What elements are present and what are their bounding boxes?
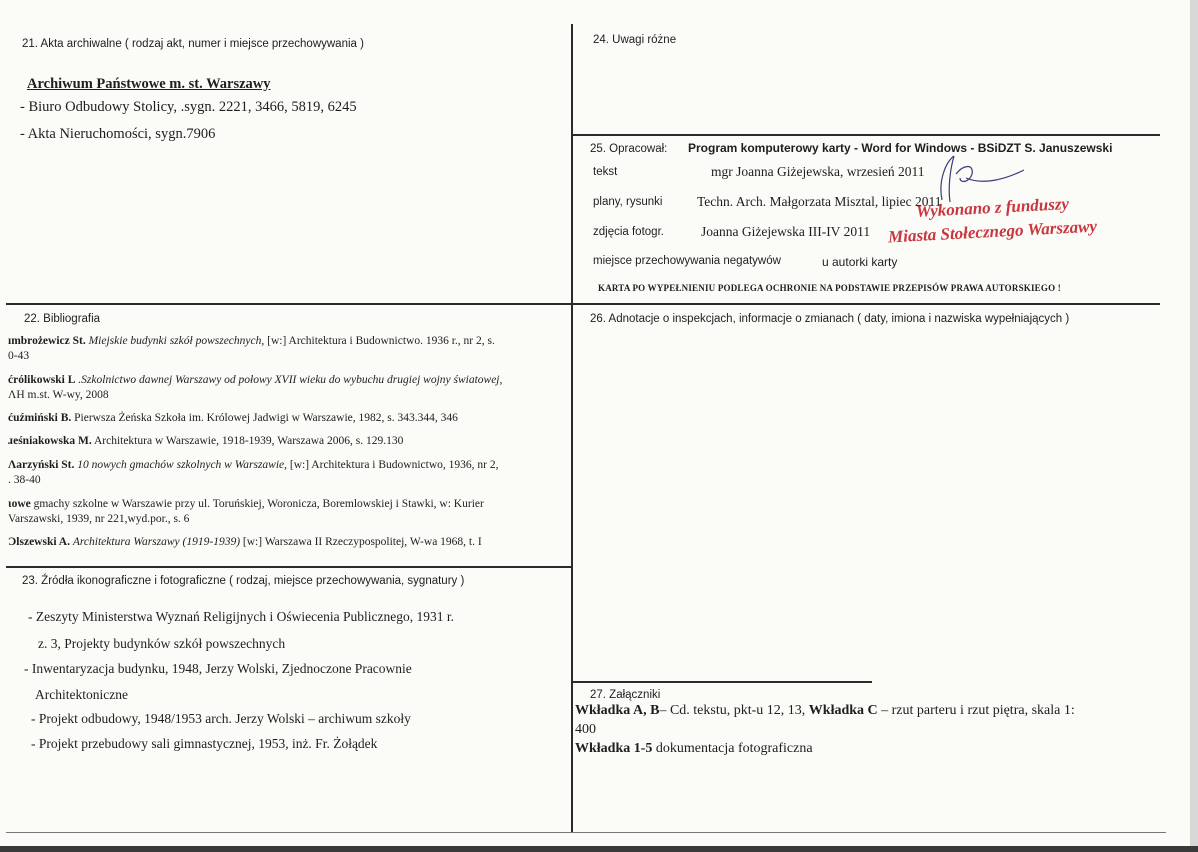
bib-entry-2: ćrólikowski L .Szkolnictwo dawnej Warszawy od połowy XVII wieku do wybuchu drugiej wojny światowej,: [8, 374, 503, 386]
archive-line-2: - Akta Nieruchomości, sygn.7906: [20, 126, 216, 142]
attachment-line-1: Wkładka A, B– Cd. tekstu, pkt-u 12, 13, Wkładka C – rzut parteru i rzut piętra, skala 1:: [575, 703, 1075, 718]
attachment-line-2: Wkładka 1-5 dokumentacja fotograficzna: [575, 741, 813, 756]
archive-line-1: - Biuro Odbudowy Stolicy, .sygn. 2221, 3466, 5819, 6245: [20, 99, 357, 115]
attachment-line-1-cont: 400: [575, 722, 596, 737]
divider-25-26: [572, 303, 1160, 305]
credit-label-negatives: miejsce przechowywania negatywów: [593, 255, 781, 267]
icono-line-6: - Projekt przebudowy sali gimnastycznej, 1953, inż. Fr. Żołądek: [31, 736, 378, 751]
section-21-heading: 21. Akta archiwalne ( rodzaj akt, numer i miejsce przechowywania ): [22, 38, 364, 50]
copyright-notice: KARTA PO WYPEŁNIENIU PODLEGA OCHRONIE NA PODSTAWIE PRZEPISÓW PRAWA AUTORSKIEGO !: [598, 283, 1061, 293]
section-27-heading: 27. Załączniki: [590, 689, 661, 701]
bib-entry-7: Ɔlszewski A. Architektura Warszawy (1919-1939) [w:] Warszawa II Rzeczypospolitej, W-wa 1968, t. I: [8, 536, 482, 548]
section-25-label: 25. Opracował:: [590, 143, 668, 155]
credit-value-text: mgr Joanna Giżejewska, wrzesień 2011: [711, 164, 925, 179]
divider-22-23: [6, 566, 572, 568]
bib-entry-3: ćuźmiński B. Pierwsza Żeńska Szkoła im. Królowej Jadwigi w Warszawie, 1982, s. 343.344, 346: [8, 412, 458, 424]
section-23-heading: 23. Źródła ikonograficzne i fotograficzne ( rodzaj, miejsce przechowywania, sygnatury ): [22, 575, 465, 587]
bib-entry-2-cont: ΛH m.st. W-wy, 2008: [8, 389, 109, 401]
funding-stamp-line-2: Miasta Stołecznego Warszawy: [887, 216, 1098, 247]
bib-entry-1-cont: 0-43: [8, 350, 30, 362]
funding-stamp-line-1: Wykonano z funduszy: [915, 194, 1070, 221]
icono-line-4: Architektoniczne: [35, 687, 128, 702]
icono-line-2: z. 3, Projekty budynków szkół powszechnych: [38, 636, 286, 651]
bib-entry-6: ɩowe gmachy szkolne w Warszawie przy ul. Toruńskiej, Woronicza, Boremlowskiej i Stawki, w: Kurier: [8, 498, 484, 510]
bib-entry-4: ɹeśniakowska M. Architektura w Warszawie, 1918-1939, Warszawa 2006, s. 129.130: [8, 435, 404, 447]
divider-24-25: [572, 134, 1160, 136]
credit-label-photos: zdjęcia fotogr.: [593, 226, 664, 238]
credit-value-photos: Joanna Giżejewska III-IV 2011: [701, 224, 871, 239]
credit-label-text: tekst: [593, 166, 618, 178]
archive-title: Archiwum Państwowe m. st. Warszawy: [27, 76, 271, 92]
bib-entry-6-cont: Varszawski, 1939, nr 221,wyd.por., s. 6: [8, 513, 190, 525]
icono-line-1: - Zeszyty Ministerstwa Wyznań Religijnych i Oświecenia Publicznego, 1931 r.: [28, 609, 454, 624]
paper-edge-right: [1190, 0, 1198, 852]
credit-value-plans: Techn. Arch. Małgorzata Misztal, lipiec 2011: [697, 194, 942, 209]
bib-entry-1: ımbrożewicz St. Miejskie budynki szkół powszechnych, [w:] Architektura i Budownictwo. 1936 r., nr 2, s.: [8, 335, 495, 347]
bottom-rule: [6, 832, 1166, 833]
center-divider: [571, 24, 573, 832]
section-22-heading: 22. Bibliografia: [24, 313, 101, 325]
divider-21-22: [6, 303, 572, 305]
icono-line-5: - Projekt odbudowy, 1948/1953 arch. Jerzy Wolski – archiwum szkoły: [31, 711, 411, 726]
section-24-heading: 24. Uwagi różne: [593, 34, 677, 46]
program-credit: Program komputerowy karty - Word for Windows - BSiDZT S. Januszewski: [688, 141, 1113, 155]
paper-edge-bottom: [0, 846, 1198, 852]
icono-line-3: - Inwentaryzacja budynku, 1948, Jerzy Wolski, Zjednoczone Pracownie: [24, 661, 412, 676]
credit-value-negatives: u autorki karty: [822, 255, 898, 269]
divider-26-27: [572, 681, 872, 683]
bib-entry-5-cont: . 38-40: [8, 474, 41, 486]
credit-label-plans: plany, rysunki: [593, 196, 663, 208]
section-26-heading: 26. Adnotacje o inspekcjach, informacje o zmianach ( daty, imiona i nazwiska wypełniających ): [590, 313, 1070, 325]
bib-entry-5: Λarzyński St. 10 nowych gmachów szkolnych w Warszawie, [w:] Architektura i Budownictwo, 1936, nr 2,: [8, 459, 499, 471]
